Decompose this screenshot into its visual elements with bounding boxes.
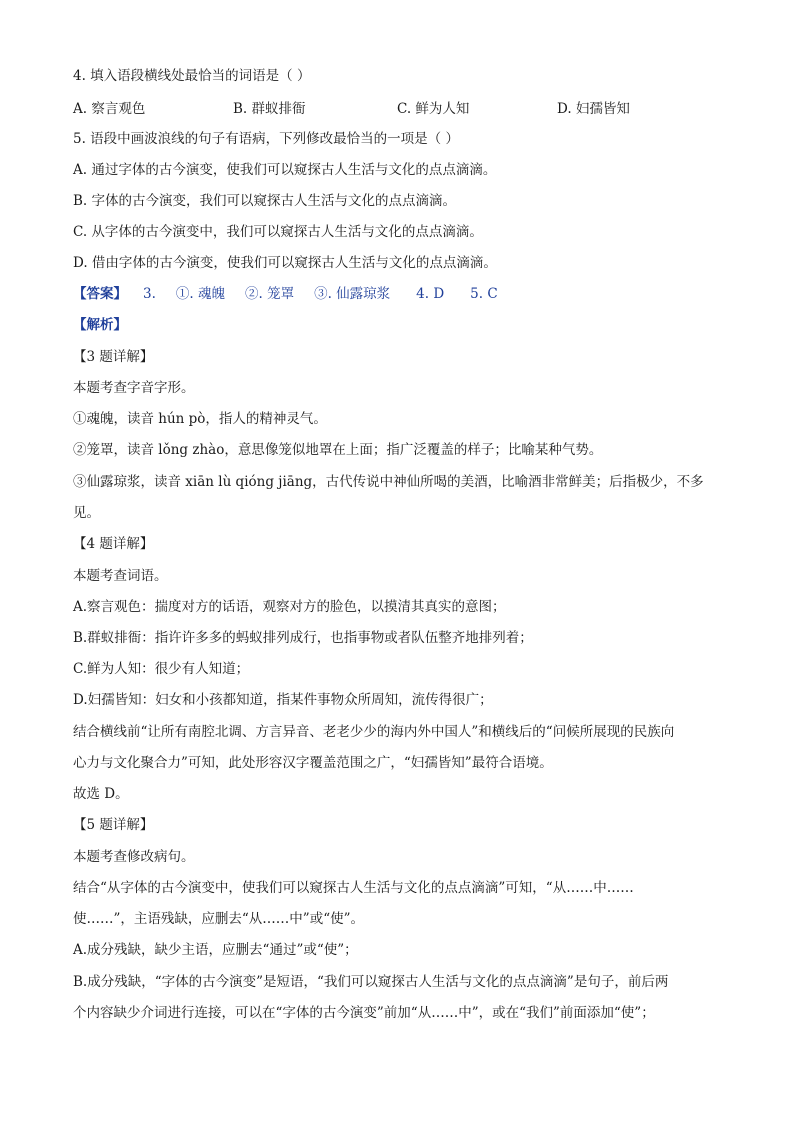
question-5-stem: 5. 语段中画波浪线的句子有语病，下列修改最恰当的一项是（ ） bbox=[73, 131, 459, 147]
answer-item: 4. D bbox=[416, 286, 445, 302]
answer-item: 5. C bbox=[470, 286, 498, 302]
question-4-option-b: B. 群蚁排衙 bbox=[233, 101, 306, 117]
answer-item: ②. 笼罩 bbox=[244, 286, 295, 302]
section-4-line: C.鲜为人知：很少有人知道； bbox=[73, 661, 250, 677]
section-3-intro: 本题考查字音字形。 bbox=[73, 380, 195, 396]
section-5-line: 个内容缺少介词进行连接，可以在“字体的古今演变”前加“从……中”，或在“我们”前面添加“使”； bbox=[73, 1005, 655, 1021]
question-5-option-c: C. 从字体的古今演变中，我们可以窥探古人生活与文化的点点滴滴。 bbox=[73, 224, 483, 240]
answer-item: 3. bbox=[143, 286, 156, 302]
question-4-option-a: A. 察言观色 bbox=[73, 101, 146, 117]
question-4-stem: 4. 填入语段横线处最恰当的词语是（ ） bbox=[73, 68, 311, 84]
question-4-option-d: D. 妇孺皆知 bbox=[557, 101, 630, 117]
section-5-line: 结合“从字体的古今演变中，使我们可以窥探古人生活与文化的点点滴滴”可知，“从……中…… bbox=[73, 880, 634, 896]
section-3-line: ①魂魄，读音 hún pò，指人的精神灵气。 bbox=[73, 411, 327, 427]
answer-label: 【答案】 bbox=[73, 286, 127, 302]
section-3-line: ②笼罩，读音 lǒng zhào，意思像笼似地罩在上面；指广泛覆盖的样子；比喻某种气势。 bbox=[73, 442, 603, 458]
question-5-option-d: D. 借由字体的古今演变，使我们可以窥探古人生活与文化的点点滴滴。 bbox=[73, 255, 497, 271]
section-3-line: 见。 bbox=[73, 505, 100, 521]
section-4-line: 故选 D。 bbox=[73, 786, 129, 802]
section-4-line: D.妇孺皆知：妇女和小孩都知道，指某件事物众所周知，流传得很广； bbox=[73, 692, 493, 708]
answer-line bbox=[73, 284, 754, 304]
section-5-line: A.成分残缺，缺少主语，应删去“通过”或“使”； bbox=[73, 942, 358, 958]
section-3-line: ③仙露琼浆，读音 xiān lù qióng jiāng，古代传说中神仙所喝的美酒，比喻酒非常鲜美；后指极少，不多 bbox=[73, 474, 704, 490]
question-5-option-b: B. 字体的古今演变，我们可以窥探古人生活与文化的点点滴滴。 bbox=[73, 193, 457, 209]
section-5-line: B.成分残缺，“字体的古今演变”是短语，“我们可以窥探古人生活与文化的点点滴滴”是句子，前后两 bbox=[73, 974, 669, 990]
answer-item: ①. 魂魄 bbox=[175, 286, 225, 302]
answer-item: ③. 仙露琼浆 bbox=[314, 286, 391, 302]
question-4-options bbox=[73, 97, 753, 119]
section-4-line: A.察言观色：揣度对方的话语，观察对方的脸色，以摸清其真实的意图； bbox=[73, 599, 506, 615]
section-3-heading: 【3 题详解】 bbox=[73, 349, 154, 365]
section-4-line: B.群蚁排衙：指许许多多的蚂蚁排列成行，也指事物或者队伍整齐地排列着； bbox=[73, 630, 533, 646]
question-4-option-c: C. 鲜为人知 bbox=[397, 101, 470, 117]
section-5-intro: 本题考查修改病句。 bbox=[73, 849, 195, 865]
section-5-line: 使……”，主语残缺，应删去“从……中”或“使”。 bbox=[73, 911, 365, 927]
section-5-heading: 【5 题详解】 bbox=[73, 817, 154, 833]
section-4-intro: 本题考查词语。 bbox=[73, 568, 168, 584]
section-4-line: 结合横线前“让所有南腔北调、方言异音、老老少少的海内外中国人”和横线后的“问候所展现的民族向 bbox=[73, 724, 675, 740]
question-5-option-a: A. 通过字体的古今演变，使我们可以窥探古人生活与文化的点点滴滴。 bbox=[73, 162, 497, 178]
section-4-line: 心力与文化聚合力”可知，此处形容汉字覆盖范围之广，“妇孺皆知”最符合语境。 bbox=[73, 755, 553, 771]
analysis-label: 【解析】 bbox=[73, 317, 127, 333]
section-4-heading: 【4 题详解】 bbox=[73, 536, 154, 552]
